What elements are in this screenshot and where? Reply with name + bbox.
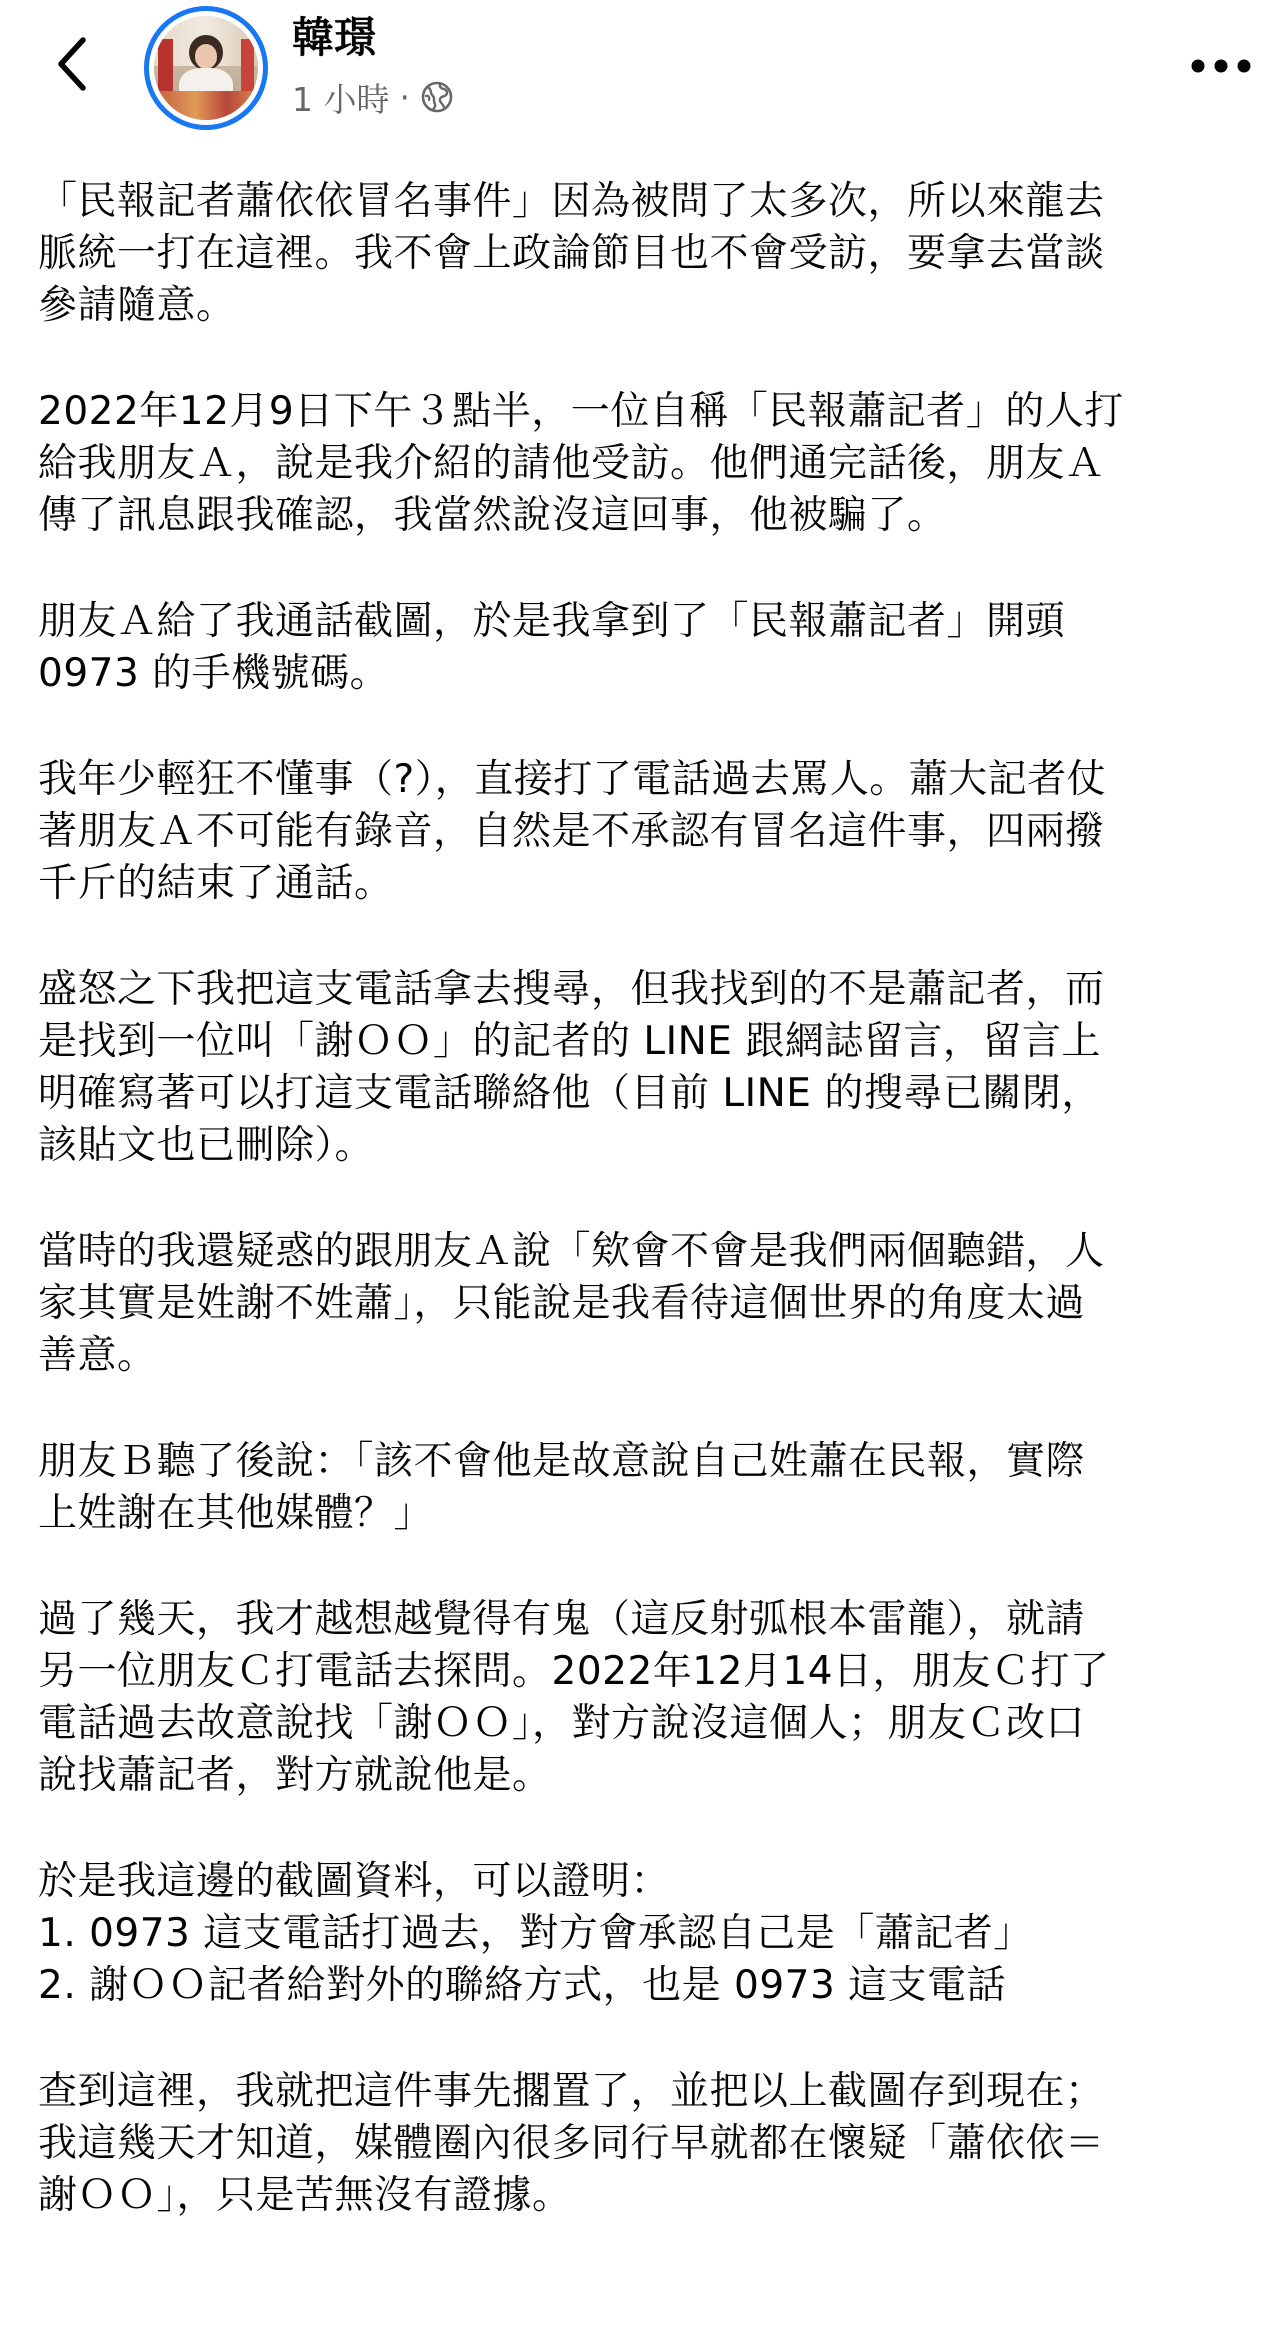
text-line: 當時的我還疑惑的跟朋友Ａ說「欸會不會是我們兩個聽錯，人 [38,1229,1105,1274]
chevron-left-icon [55,36,89,92]
post-header [0,0,1284,140]
text-line: 我年少輕狂不懂事（?），直接打了電話過去罵人。蕭大記者仗 [38,757,1107,802]
text-line: 是找到一位叫「謝ＯＯ」的記者的 LINE 跟網誌留言，留言上 [38,1019,1101,1064]
text-line: 著朋友Ａ不可能有錄音，自然是不承認有冒名這件事，四兩撥 [38,809,1105,854]
text-line: 電話過去故意說找「謝ＯＯ」，對方說沒這個人；朋友Ｃ改口 [38,1701,1086,1746]
post-paragraph [38,2066,1258,2222]
post-paragraph [38,386,1258,542]
post-paragraph [38,754,1258,910]
post-paragraph [38,596,1258,700]
text-line: 說找蕭記者，對方就說他是。 [38,1753,552,1798]
text-line: 0973 的手機號碼。 [38,651,390,696]
text-line: 千斤的結束了通話。 [38,861,394,906]
post-paragraph [38,176,1258,332]
text-line: 上姓謝在其他媒體？」 [38,1491,434,1536]
text-line: 我這幾天才知道，媒體圈內很多同行早就都在懷疑「蕭依依＝ [38,2121,1105,2166]
text-line: 脈統一打在這裡。我不會上政論節目也不會受訪，要拿去當談 [38,231,1105,276]
back-button[interactable] [40,28,104,100]
post-paragraph [38,1856,1258,2012]
avatar-photo [154,16,258,120]
author-name[interactable]: 韓璟 [292,13,377,62]
text-line: 明確寫著可以打這支電話聯絡他（目前 LINE 的搜尋已關閉， [38,1071,1101,1116]
post-paragraph [38,964,1258,1172]
text-line: 「民報記者蕭依依冒名事件」因為被問了太多次，所以來龍去 [38,179,1105,224]
list-item: 2. 謝ＯＯ記者給對外的聯絡方式，也是 0973 這支電話 [38,1963,1007,2008]
text-line: 謝ＯＯ」，只是苦無沒有證據。 [38,2173,572,2218]
text-line: 查到這裡，我就把這件事先擱置了，並把以上截圖存到現在； [38,2069,1105,2114]
text-line: 傳了訊息跟我確認，我當然說沒這回事，他被騙了。 [38,493,947,538]
text-line: 朋友Ａ給了我通話截圖，於是我拿到了「民報蕭記者」開頭 [38,599,1066,644]
globe-icon [420,80,454,114]
text-line: 該貼文也已刪除）。 [38,1123,375,1168]
post-paragraph [38,1226,1258,1382]
post-paragraph [38,1594,1258,1802]
meta-separator: · [399,77,410,117]
text-line: 盛怒之下我把這支電話拿去搜尋，但我找到的不是蕭記者，而 [38,967,1105,1012]
more-options-button[interactable] [1186,44,1256,88]
text-line: 朋友Ｂ聽了後說：「該不會他是故意說自己姓蕭在民報，實際 [38,1439,1086,1484]
text-line: 於是我這邊的截圖資料，可以證明： [38,1859,671,1904]
text-line: 另一位朋友Ｃ打電話去探問。2022年12月14日，朋友Ｃ打了 [38,1649,1110,1694]
list-item: 1. 0973 這支電話打過去，對方會承認自己是「蕭記者」 [38,1911,1033,1956]
avatar[interactable] [144,6,268,130]
text-line: 過了幾天，我才越想越覺得有鬼（這反射弧根本雷龍），就請 [38,1597,1086,1642]
text-line: 善意。 [38,1333,157,1378]
post-body [38,176,1258,2276]
text-line: 2022年12月9日下午３點半，一位自稱「民報蕭記者」的人打 [38,389,1124,434]
more-horizontal-icon [1190,58,1252,74]
text-line: 給我朋友Ａ，說是我介紹的請他受訪。他們通完話後，朋友Ａ [38,441,1105,486]
post-timestamp[interactable]: 1 小時 [292,79,390,119]
post-meta [292,74,454,120]
text-line: 參請隨意。 [38,283,236,328]
text-line: 家其實是姓謝不姓蕭」，只能說是我看待這個世界的角度太過 [38,1281,1086,1326]
post-paragraph [38,1436,1258,1540]
